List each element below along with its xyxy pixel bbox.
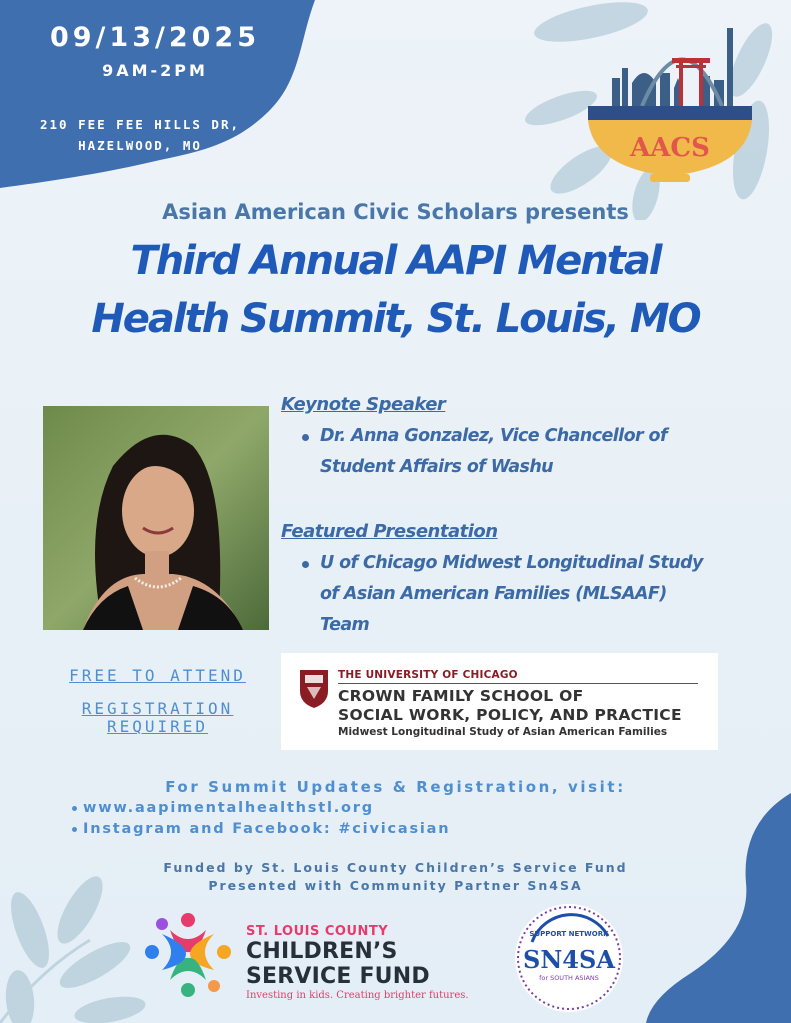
social-link[interactable] bbox=[72, 821, 450, 837]
keynote-line-2: Student Affairs of Washu bbox=[320, 457, 554, 477]
presenter-line: Asian American Civic Scholars presents bbox=[162, 200, 629, 224]
csf-name-line-1: CHILDREN’S bbox=[246, 939, 398, 964]
address-line-2: HAZELWOOD, MO bbox=[78, 138, 202, 153]
aacs-logo-icon bbox=[582, 18, 758, 183]
bullet-icon bbox=[302, 434, 309, 441]
free-to-attend-label: FREE TO ATTEND bbox=[69, 666, 246, 685]
csf-county: ST. LOUIS COUNTY bbox=[246, 924, 389, 939]
event-address bbox=[0, 114, 280, 156]
bullet-icon bbox=[302, 561, 309, 568]
title-line-2: Health Summit, St. Louis, MO bbox=[91, 296, 700, 342]
address-line-1: 210 FEE FEE HILLS DR, bbox=[39, 117, 241, 132]
csf-people-icon bbox=[140, 908, 236, 1002]
featured-line-3: Team bbox=[320, 615, 370, 635]
aacs-logo-text: AACS bbox=[630, 133, 710, 163]
csf-tagline: Investing in kids. Creating brighter futures. bbox=[246, 990, 469, 1001]
bullet-icon bbox=[72, 806, 77, 811]
event-time: 9AM-2PM bbox=[102, 61, 208, 80]
uchicago-shield-icon bbox=[299, 669, 329, 709]
registration-line-2: REQUIRED bbox=[106, 717, 209, 736]
featured-heading: Featured Presentation bbox=[281, 521, 498, 542]
funded-line: Funded by St. Louis County Children’s Service Fund bbox=[163, 860, 628, 875]
sn4sa-logo-icon bbox=[512, 902, 626, 1014]
keynote-item bbox=[302, 421, 752, 483]
website-link[interactable] bbox=[72, 800, 374, 816]
title-line-1: Third Annual AAPI Mental bbox=[130, 238, 661, 284]
csf-logo bbox=[140, 908, 470, 1008]
uchicago-divider bbox=[338, 683, 698, 684]
featured-line-1: U of Chicago Midwest Longitudinal Study bbox=[320, 553, 703, 573]
partner-line: Presented with Community Partner Sn4SA bbox=[208, 878, 583, 893]
bottom-right-blob bbox=[631, 793, 791, 1023]
uchicago-subtitle: Midwest Longitudinal Study of Asian American Families bbox=[338, 726, 668, 738]
event-date: 09/13/2025 bbox=[49, 22, 260, 53]
keynote-heading: Keynote Speaker bbox=[281, 394, 446, 415]
registration-required-label bbox=[40, 700, 275, 736]
uchicago-name-line-2: SOCIAL WORK, POLICY, AND PRACTICE bbox=[338, 706, 682, 724]
social-link-text[interactable]: Instagram and Facebook: #civicasian bbox=[83, 821, 451, 837]
keynote-line-1: Dr. Anna Gonzalez, Vice Chancellor of bbox=[320, 426, 667, 446]
uchicago-logo bbox=[281, 653, 718, 750]
featured-line-2: of Asian American Families (MLSAAF) bbox=[320, 584, 667, 604]
updates-heading: For Summit Updates & Registration, visit: bbox=[165, 778, 626, 796]
csf-name-line-2: SERVICE FUND bbox=[246, 964, 430, 989]
uchicago-top: THE UNIVERSITY OF CHICAGO bbox=[338, 669, 518, 681]
date-time-block bbox=[0, 22, 310, 80]
csf-name bbox=[246, 939, 430, 989]
website-link-text[interactable]: www.aapimentalhealthstl.org bbox=[83, 800, 374, 816]
bullet-icon bbox=[72, 827, 77, 832]
uchicago-name-line-1: CROWN FAMILY SCHOOL OF bbox=[338, 687, 584, 705]
speaker-photo bbox=[43, 406, 269, 630]
uchicago-school-name bbox=[338, 687, 682, 725]
sn4sa-main-text: SN4SA bbox=[523, 945, 615, 974]
sn4sa-top-text: SUPPORT NETWORK bbox=[529, 930, 609, 938]
page-title bbox=[0, 232, 791, 348]
featured-item bbox=[302, 548, 752, 641]
registration-line-1: REGISTRATION bbox=[81, 699, 234, 718]
sn4sa-bottom-text: for SOUTH ASIANS bbox=[539, 974, 599, 982]
